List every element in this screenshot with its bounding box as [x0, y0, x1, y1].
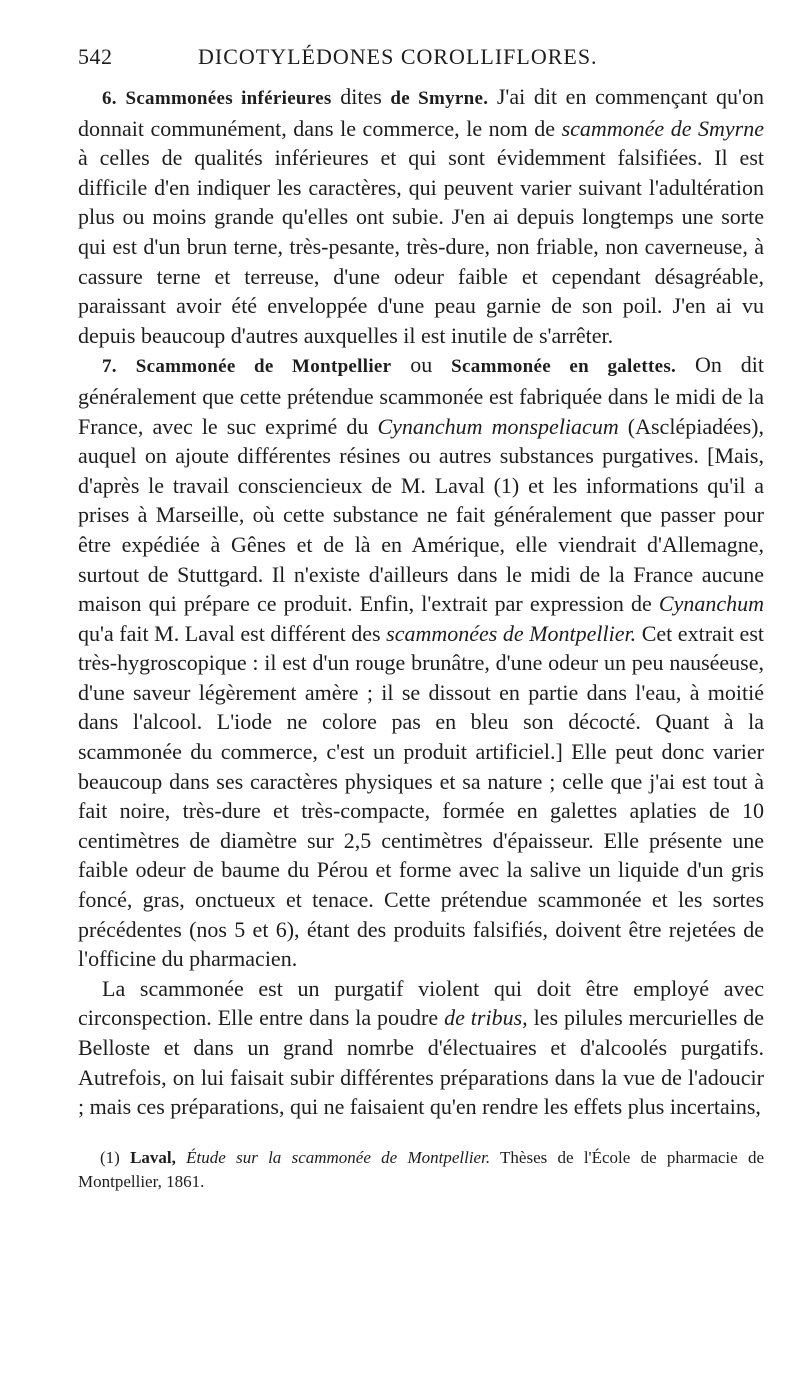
heading-connector: ou — [391, 352, 452, 378]
footnote-title: Étude sur la scammonée de Montpellier. — [186, 1147, 491, 1167]
document-page — [78, 44, 764, 1194]
item-number: 7. — [102, 356, 117, 378]
heading-connector: dites — [331, 84, 391, 109]
paragraph-7 — [78, 350, 764, 973]
page-header — [78, 44, 764, 82]
text-run: qu'a fait M. Laval est différent des — [78, 620, 387, 646]
text-run: (Asclépiadées), auquel on ajoute différentes résines ou autres substances purgatives. [Mais, d'après le travail consciencieux de M. Laval (1) et les informations qu'il a prises à Marseille, où cette substance ne fait généralement que passer pour être expédiée à Gênes et de là en Amérique, elle viendrait d'Allemagne, surtout de Stuttgard. Il n'existe d'ailleurs dans le midi de la France aucune maison qui prépare ce produit. Enfin, l'extrait par expression de — [78, 413, 764, 617]
footnote-rest: Thèses de l'École de pharmacie de Montpellier, 1861. — [78, 1147, 764, 1191]
section-heading-b: Scammonée en galettes. — [451, 356, 677, 378]
section-heading: Scammonées inférieures — [125, 88, 332, 109]
text-run: à celles de qualités inférieures et qui sont évidemment falsifiées. Il est difficile d'en indiquer les caractères, qui peuvent varier suivant l'adultération plus ou moins grande qu'elles ont subie. J'en ai depuis longtemps une sorte qui est d'un brun terne, très-pesante, très-dure, non friable, non caverneuse, à cassure terne et terreuse, d'une odeur faible et cependant désagréable, paraissant avoir été enveloppée d'une peau garnie de son poil. J'en ai vu depuis beaucoup d'autres auxquelles il est inutile de s'arrêter. — [78, 145, 764, 348]
item-number: 6. — [102, 88, 117, 109]
body-text — [78, 82, 764, 1122]
footnotes — [78, 1146, 764, 1194]
section-heading-b: de Smyrne. — [390, 88, 489, 109]
footnote-1 — [78, 1146, 764, 1194]
page-number: 542 — [78, 44, 113, 69]
paragraph-8 — [78, 974, 764, 1122]
text-run: La scammonée est un purgatif violent qui doit être employé avec circonspection. Elle entre dans la poudre — [78, 975, 764, 1031]
running-title: DICOTYLÉDONES COROLLIFLORES. — [198, 44, 598, 69]
italic-term: scammonée de Smyrne — [561, 115, 764, 141]
text-run: les pilules mercurielles de Belloste et dans un grand nomrbe d'électuaires et d'alcoolés purgatifs. Autrefois, on lui faisait subir différentes préparations dans la vue de l'adoucir ; mais ces préparations, qui ne faisaient qu'en rendre les effets plus incertains, — [78, 1005, 764, 1120]
footnote-author: Laval, — [130, 1147, 176, 1167]
footnote-mark: (1) — [100, 1147, 120, 1167]
section-heading: Scammonée de Montpellier — [135, 356, 392, 378]
italic-term: de tribus, — [444, 1005, 528, 1031]
italic-term: scammonées de Montpellier. — [386, 620, 637, 646]
italic-term: Cynanchum — [658, 591, 764, 617]
text-run: On dit généralement que cette prétendue scammonée est fabriquée dans le midi de la France, avec le suc exprimé du — [78, 352, 764, 439]
paragraph-6 — [78, 82, 764, 350]
text-run: J'ai dit en commençant qu'on donnait communément, dans le commerce, le nom de — [78, 84, 764, 141]
italic-term: Cynanchum monspeliacum — [377, 413, 619, 439]
text-run: Cet extrait est très-hygroscopique : il est d'un rouge brunâtre, d'une odeur un peu nauséeuse, d'une saveur légèrement amère ; il se dissout en partie dans l'eau, à moitié dans l'alcool. L'iode ne colore pas en bleu son décocté. Quant à la scammonée du commerce, c'est un produit artificiel.] Elle peut donc varier beaucoup dans ses caractères physiques et sa nature ; celle que j'ai est tout à fait noire, très-dure et très-compacte, formée en galettes aplaties de 10 centimètres de diamètre sur 2,5 centimètres d'épaisseur. Elle présente une faible odeur de baume du Pérou et forme avec la salive un liquide d'un gris foncé, gras, onctueux et tenace. Cette prétendue scammonée et les sortes précédentes (nos 5 et 6), étant des produits falsifiés, doivent être rejetées de l'officine du pharmacien. — [78, 620, 764, 972]
